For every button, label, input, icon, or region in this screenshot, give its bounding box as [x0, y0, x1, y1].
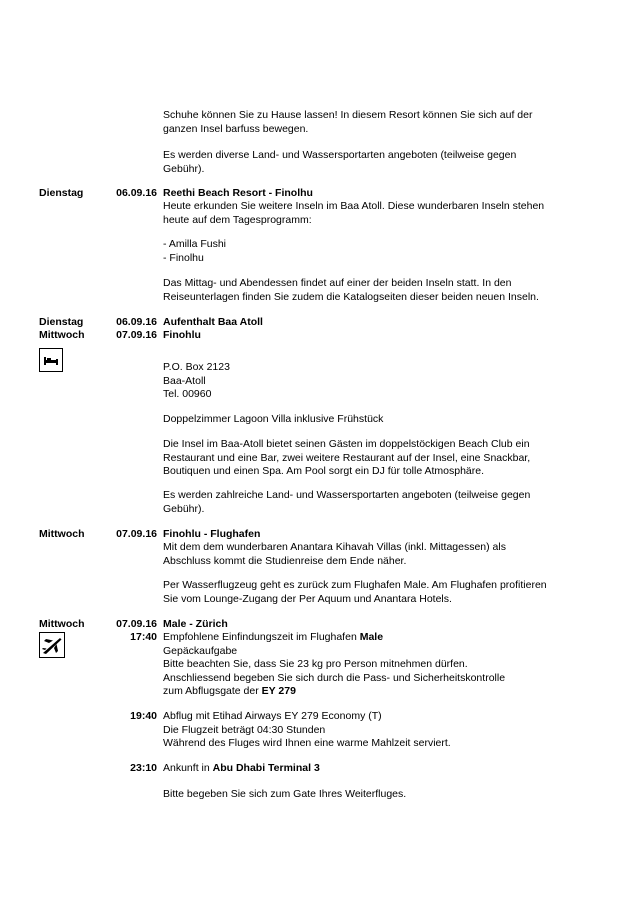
hotel-address — [163, 361, 558, 402]
bed-icon-graphic — [40, 349, 62, 371]
text-line: Sie vom Lounge-Zugang der Per Aquum und Anantara Hotels. — [163, 592, 452, 605]
address-line: Baa-Atoll — [163, 374, 206, 387]
room-type: Doppelzimmer Lagoon Villa inklusive Frühstück — [163, 413, 384, 425]
text-line: Gebühr). — [163, 162, 205, 175]
day-label: Mittwoch — [39, 528, 85, 540]
text-line: Reiseunterlagen finden Sie zudem die Katalogseiten dieser beiden neuen Inseln. — [163, 290, 539, 303]
section-title: Male - Zürich — [163, 618, 228, 630]
text-line: Gebühr). — [163, 502, 205, 515]
checkin-text: Empfohlene Einfindungszeit im Flughafen — [163, 631, 360, 643]
text-line: Schuhe können Sie zu Hause lassen! In diesem Resort können Sie sich auf der — [163, 109, 533, 121]
day-label: Mittwoch — [39, 618, 85, 630]
section3-paragraph-2 — [163, 579, 558, 606]
bed-icon — [39, 348, 63, 372]
section-title: Aufenthalt Baa Atoll — [163, 316, 263, 328]
text-line: Das Mittag- und Abendessen findet auf einer der beiden Inseln statt. In den — [163, 277, 512, 289]
date-label: 06.09.16 — [116, 316, 157, 328]
intro-paragraph-2 — [163, 149, 558, 176]
arrival-text: Ankunft in — [163, 762, 213, 774]
section1-paragraph-1 — [163, 200, 558, 227]
list-item: - Finolhu — [163, 251, 204, 264]
text-line: Anschliessend begeben Sie sich durch die Pass- und Sicherheitskontrolle — [163, 671, 506, 684]
section3-paragraph-1 — [163, 541, 558, 568]
text-line: Boutiquen und einen Spa. Am Pool sorgt ein DJ für tolle Atmosphäre. — [163, 465, 485, 477]
section1-paragraph-2 — [163, 277, 558, 304]
section2-paragraph-1 — [163, 438, 558, 479]
text-line: ganzen Insel barfuss bewegen. — [163, 122, 309, 135]
text-line: heute auf dem Tagesprogramm: — [163, 213, 312, 226]
day-label: Dienstag — [39, 316, 84, 328]
text-line: Die Flugzeit beträgt 04:30 Stunden — [163, 723, 326, 736]
section2-paragraph-2 — [163, 489, 558, 516]
text-line: Es werden diverse Land- und Wassersportarten angeboten (teilweise gegen — [163, 149, 517, 161]
time-label: 23:10 — [130, 762, 157, 774]
checkin-info — [163, 631, 558, 658]
intro-paragraph-1 — [163, 109, 558, 136]
text-line: Abflug mit Etihad Airways EY 279 Economy (T) — [163, 710, 382, 722]
text-line: Restaurant und eine Bar, zwei weitere Restaurant auf der Insel, eine Snackbar, — [163, 451, 531, 464]
gate-line — [163, 685, 558, 699]
text-line: Abschluss kommt die Studienreise dem Ende näher. — [163, 554, 407, 567]
text-line: Per Wasserflugzeug geht es zurück zum Flughafen Male. Am Flughafen profitieren — [163, 579, 547, 591]
day-label: Mittwoch — [39, 329, 85, 341]
arrival-place: Abu Dhabi Terminal 3 — [212, 762, 320, 774]
list-item: - Amilla Fushi — [163, 238, 227, 250]
text-line: Heute erkunden Sie weitere Inseln im Baa Atoll. Diese wunderbaren Inseln stehen — [163, 200, 545, 212]
date-label: 07.09.16 — [116, 329, 157, 341]
airplane-icon-graphic — [40, 633, 64, 657]
checkin-line — [163, 631, 558, 645]
date-label: 06.09.16 — [116, 187, 157, 199]
arrival-line — [163, 762, 558, 776]
date-label: 07.09.16 — [116, 618, 157, 630]
time-label: 17:40 — [130, 631, 157, 643]
text-line: Mit dem dem wunderbaren Anantara Kihavah Villas (inkl. Mittagessen) als — [163, 541, 506, 553]
text-line: Während des Fluges wird Ihnen eine warme Mahlzeit serviert. — [163, 737, 451, 749]
island-list — [163, 238, 558, 265]
time-label: 19:40 — [130, 710, 157, 722]
baggage-notes — [163, 658, 558, 699]
airplane-icon — [39, 632, 65, 658]
day-label: Dienstag — [39, 187, 84, 199]
departure-info — [163, 710, 558, 751]
hotel-name: Finohlu — [163, 329, 201, 341]
gate-flight: EY 279 — [261, 685, 296, 697]
checkin-place: Male — [359, 631, 384, 643]
address-line: P.O. Box 2123 — [163, 361, 230, 373]
text-line: Es werden zahlreiche Land- und Wassersportarten angeboten (teilweise gegen — [163, 489, 531, 501]
text-line: Die Insel im Baa-Atoll bietet seinen Gästen im doppelstöckigen Beach Club ein — [163, 438, 530, 450]
text-line: Bitte beachten Sie, dass Sie 23 kg pro Person mitnehmen dürfen. — [163, 658, 468, 670]
arrival-info — [163, 762, 558, 776]
section-title: Finohlu - Flughafen — [163, 528, 261, 540]
date-label: 07.09.16 — [116, 528, 157, 540]
address-line: Tel. 00960 — [163, 388, 212, 400]
baggage-line: Gepäckaufgabe — [163, 644, 238, 657]
final-note: Bitte begeben Sie sich zum Gate Ihres Weiterfluges. — [163, 788, 407, 800]
section-title: Reethi Beach Resort - Finolhu — [163, 187, 313, 199]
gate-text: zum Abflugsgate der — [163, 685, 262, 697]
